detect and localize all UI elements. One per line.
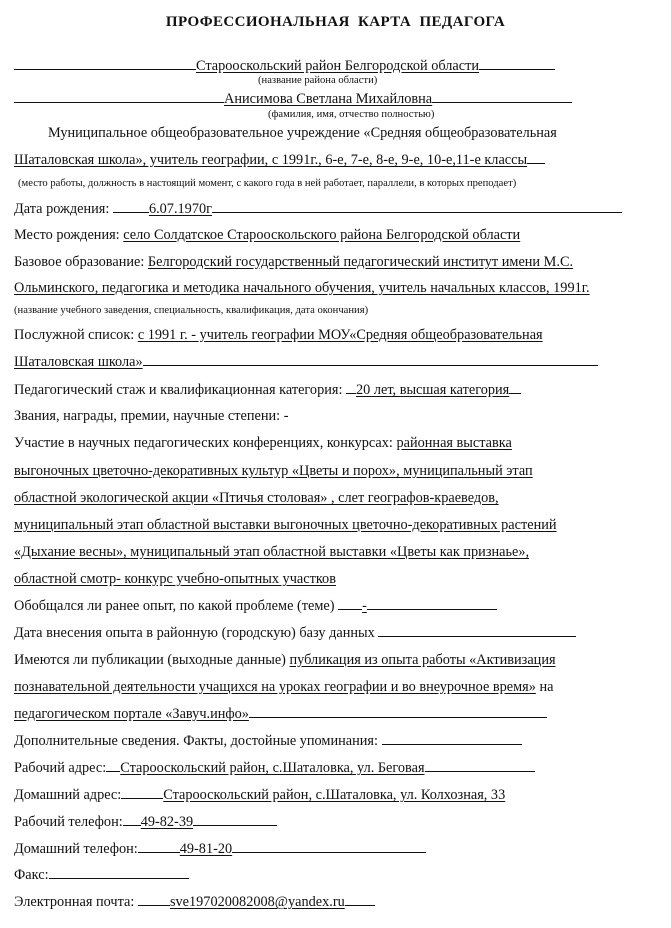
- name-row: [14, 90, 572, 108]
- teacher-name: Анисимова Светлана Михайловна: [224, 91, 433, 107]
- publications-line-2-tail: на: [539, 679, 554, 695]
- name-caption: (фамилия, имя, отчество полностью): [268, 109, 435, 120]
- publications-row-2: [14, 678, 553, 696]
- participation-row: [14, 434, 512, 452]
- work-phone-row: [14, 813, 277, 831]
- birth-date-value: 6.07.1970г: [148, 201, 212, 217]
- workplace-row: [14, 151, 545, 169]
- publications-line-2: познавательной деятельности учащихся на уроках географии и во внеурочное время»: [14, 679, 536, 695]
- birth-date-label: Дата рождения:: [14, 201, 110, 217]
- publications-row: [14, 651, 556, 669]
- additional-row: [14, 732, 522, 750]
- birth-place-row: [14, 226, 520, 244]
- email-row: [14, 893, 375, 911]
- fax-row: [14, 866, 189, 884]
- work-phone-value: 49-82-39: [140, 814, 194, 830]
- fax-label: Факс:: [14, 867, 49, 883]
- service-line-2: Шаталовская школа»: [14, 354, 143, 370]
- publications-line-1: публикация из опыта работы «Активизация: [289, 652, 556, 668]
- work-address-value: Старооскольский район, с.Шаталовка, ул. Беговая: [120, 760, 425, 776]
- email-value: sve197020082008@yandex.ru: [169, 894, 345, 910]
- home-address-row: [14, 786, 505, 804]
- experience-value: 20 лет, высшая категория: [356, 382, 510, 398]
- region-value: Старооскольский район Белгородской области: [196, 58, 480, 74]
- home-phone-label: Домашний телефон:: [14, 841, 138, 857]
- region-row: [14, 57, 555, 75]
- participation-line: областной смотр- конкурс учебно-опытных участков: [14, 571, 336, 587]
- workplace-line-2: Шаталовская школа», учитель географии, с 1991г., 6-е, 7-е, 8-е, 9-е, 10-е,11-е классы: [14, 152, 528, 168]
- awards-label: Звания, награды, премии, научные степени: -: [14, 408, 289, 424]
- participation-line: «Дыхание весны», муниципальный этап областной выставки «Цветы как признаье»,: [14, 544, 530, 560]
- work-phone-label: Рабочий телефон:: [14, 814, 123, 830]
- database-date-label: Дата внесения опыта в районную (городскую) базу данных: [14, 625, 375, 641]
- education-label: Базовое образование:: [14, 254, 145, 270]
- birth-place-label: Место рождения:: [14, 227, 120, 243]
- work-address-row: [14, 759, 535, 777]
- generalized-value: -: [362, 598, 367, 614]
- education-line-1: Белгородский государственный педагогический институт имени М.С.: [147, 254, 574, 270]
- additional-label: Дополнительные сведения. Факты, достойные упоминания:: [14, 733, 378, 749]
- education-line-2: Ольминского, педагогика и методика начального обучения, учитель начальных классов, 1991г.: [14, 280, 590, 296]
- workplace-line-1: Муниципальное общеобразовательное учреждение «Средняя общеобразовательная: [48, 125, 557, 141]
- home-address-value: Старооскольский район, с.Шаталовка, ул. Колхозная, 33: [163, 787, 506, 803]
- education-caption: (название учебного заведения, специальность, квалификация, дата окончания): [14, 305, 369, 316]
- participation-line: муниципальный этап областной выставки выгоночных цветочно-декоративных растений: [14, 517, 557, 533]
- generalized-label: Обобщался ли ранее опыт, по какой проблеме (теме): [14, 598, 335, 614]
- home-phone-value: 49-81-20: [179, 841, 233, 857]
- service-row: [14, 326, 543, 344]
- email-label: Электронная почта:: [14, 894, 135, 910]
- region-caption: (название района области): [258, 75, 378, 86]
- service-row-2: [14, 353, 598, 371]
- work-address-label: Рабочий адрес:: [14, 760, 107, 776]
- publications-row-3: [14, 705, 547, 723]
- publications-line-3: педагогическом портале «Завуч.инфо»: [14, 706, 249, 722]
- participation-line-1: районная выставка: [396, 435, 512, 451]
- service-label: Послужной список:: [14, 327, 135, 343]
- experience-row: [14, 381, 521, 399]
- generalized-row: [14, 597, 497, 615]
- participation-line: областной экологической акции «Птичья столовая» , слет географов-краеведов,: [14, 490, 499, 506]
- database-date-row: [14, 624, 576, 642]
- home-address-label: Домашний адрес:: [14, 787, 122, 803]
- experience-label: Педагогический стаж и квалификационная категория:: [14, 382, 343, 398]
- participation-line: выгоночных цветочно-декоративных культур «Цветы и порох», муниципальный этап: [14, 463, 533, 479]
- workplace-caption: (место работы, должность в настоящий момент, с какого года в ней работает, параллели, в которых преподает): [18, 178, 517, 189]
- home-phone-row: [14, 840, 426, 858]
- participation-label: Участие в научных педагогических конференциях, конкурсах:: [14, 435, 393, 451]
- service-line-1: с 1991 г. - учитель географии МОУ«Средняя общеобразовательная: [137, 327, 543, 343]
- birth-place-value: село Солдатское Старооскольского района Белгородской области: [123, 227, 521, 243]
- birth-date-row: [14, 200, 622, 218]
- publications-label: Имеются ли публикации (выходные данные): [14, 652, 286, 668]
- education-row: [14, 253, 573, 271]
- document-title: ПРОФЕССИОНАЛЬНАЯ КАРТА ПЕДАГОГА: [165, 14, 506, 30]
